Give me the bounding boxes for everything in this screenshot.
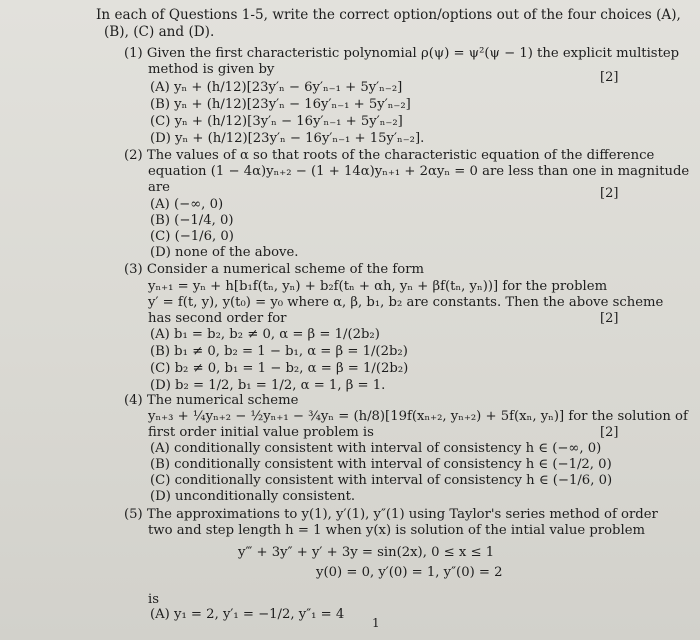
q4-option-a: (A) conditionally consistent with interval of consistency h ∈ (−∞, 0) bbox=[150, 441, 602, 456]
q3-stem-line-4: has second order for bbox=[148, 311, 287, 326]
q2-option-b: (B) (−1/4, 0) bbox=[150, 213, 234, 228]
intro-line-1: In each of Questions 1-5, write the correct option/options out of the four choices (A), bbox=[96, 7, 681, 23]
q1-stem-line-1: (1) Given the first characteristic polynomial ρ(ψ) = ψ²(ψ − 1) the explicit multistep bbox=[124, 46, 680, 61]
page-number: 1 bbox=[372, 616, 380, 630]
q3-option-b: (B) b₁ ≠ 0, b₂ = 1 − b₁, α = β = 1/(2b₂) bbox=[150, 344, 408, 359]
q5-equation-1: y‴ + 3y″ + y′ + 3y = sin(2x), 0 ≤ x ≤ 1 bbox=[238, 545, 495, 560]
intro-line-2: (B), (C) and (D). bbox=[104, 24, 215, 40]
q3-stem-line-1: (3) Consider a numerical scheme of the form bbox=[124, 262, 425, 277]
q5-is-label: is bbox=[148, 592, 159, 607]
q3-stem-line-2: yₙ₊₁ = yₙ + h[b₁f(tₙ, yₙ) + b₂f(tₙ + αh, yₙ + βf(tₙ, yₙ))] for the problem bbox=[148, 279, 608, 294]
q4-marks: [2] bbox=[600, 425, 619, 440]
q4-stem-line-1: (4) The numerical scheme bbox=[124, 393, 299, 408]
q1-option-c: (C) yₙ + (h/12)[3y′ₙ − 16y′ₙ₋₁ + 5y′ₙ₋₂] bbox=[150, 114, 403, 129]
q4-option-d: (D) unconditionally consistent. bbox=[150, 489, 356, 504]
q4-stem-line-2: yₙ₊₃ + ¼yₙ₊₂ − ½yₙ₊₁ − ¾yₙ = (h/8)[19f(xₙ₊₂, yₙ₊₂) + 5f(xₙ, yₙ)] for the solution of bbox=[148, 409, 688, 424]
q1-option-a: (A) yₙ + (h/12)[23y′ₙ − 6y′ₙ₋₁ + 5y′ₙ₋₂] bbox=[150, 80, 403, 95]
q1-stem-line-2: method is given by bbox=[148, 62, 275, 77]
q2-option-d: (D) none of the above. bbox=[150, 245, 299, 260]
q4-option-c: (C) conditionally consistent with interval of consistency h ∈ (−1/6, 0) bbox=[150, 473, 613, 488]
q2-stem-line-2: equation (1 − 4α)yₙ₊₂ − (1 + 14α)yₙ₊₁ + 2αyₙ = 0 are less than one in magnitude bbox=[148, 164, 690, 179]
q3-option-c: (C) b₂ ≠ 0, b₁ = 1 − b₂, α = β = 1/(2b₂) bbox=[150, 361, 409, 376]
q3-marks: [2] bbox=[600, 311, 619, 326]
q3-option-a: (A) b₁ = b₂, b₂ ≠ 0, α = β = 1/(2b₂) bbox=[150, 327, 380, 342]
q1-marks: [2] bbox=[600, 70, 619, 85]
q3-stem-line-3: y′ = f(t, y), y(t₀) = y₀ where α, β, b₁, b₂ are constants. Then the above scheme bbox=[148, 295, 664, 310]
q5-equation-2: y(0) = 0, y′(0) = 1, y″(0) = 2 bbox=[316, 565, 503, 580]
q5-stem-line-1: (5) The approximations to y(1), y′(1), y″(1) using Taylor's series method of order bbox=[124, 507, 658, 522]
q1-option-b: (B) yₙ + (h/12)[23y′ₙ − 16y′ₙ₋₁ + 5y′ₙ₋₂] bbox=[150, 97, 411, 112]
q1-option-d: (D) yₙ + (h/12)[23y′ₙ − 16y′ₙ₋₁ + 15y′ₙ₋₂]. bbox=[150, 131, 425, 146]
q5-option-a: (A) y₁ = 2, y′₁ = −1/2, y″₁ = 4 bbox=[150, 607, 345, 622]
q2-option-a: (A) (−∞, 0) bbox=[150, 197, 224, 212]
q2-option-c: (C) (−1/6, 0) bbox=[150, 229, 234, 244]
q5-stem-line-2: two and step length h = 1 when y(x) is solution of the intial value problem bbox=[148, 523, 646, 538]
q3-option-d: (D) b₂ = 1/2, b₁ = 1/2, α = 1, β = 1. bbox=[150, 378, 386, 393]
q4-option-b: (B) conditionally consistent with interval of consistency h ∈ (−1/2, 0) bbox=[150, 457, 612, 472]
q2-stem-line-1: (2) The values of α so that roots of the characteristic equation of the difference bbox=[124, 148, 655, 163]
q2-marks: [2] bbox=[600, 186, 619, 201]
q2-stem-line-3: are bbox=[148, 180, 170, 195]
q4-stem-line-3: first order initial value problem is bbox=[148, 425, 374, 440]
